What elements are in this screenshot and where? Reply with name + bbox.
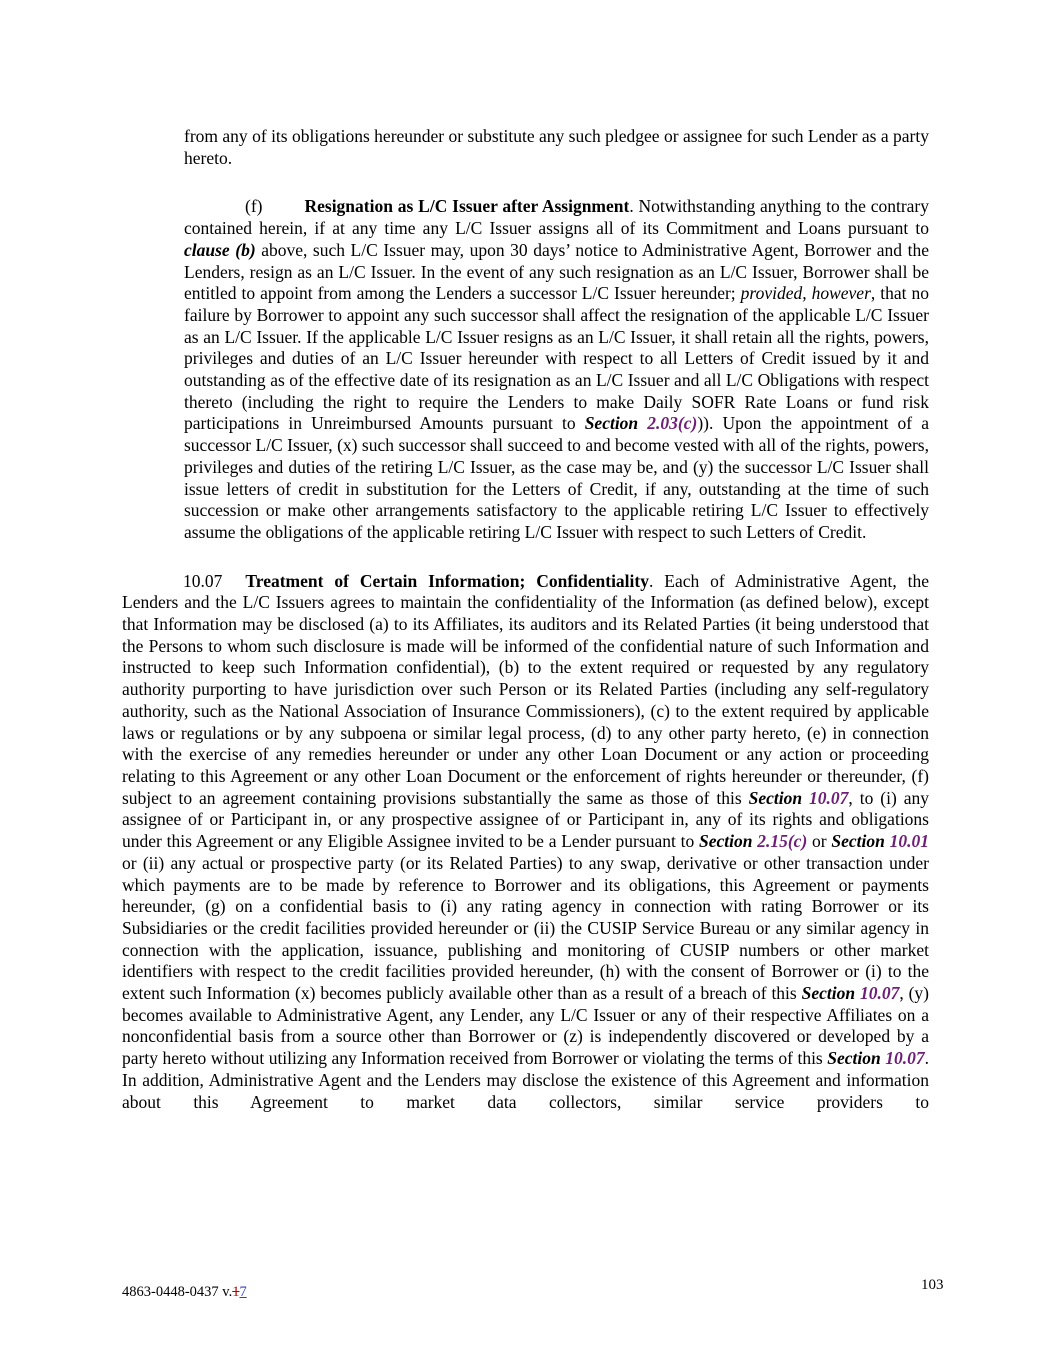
section-ref-link[interactable]: 10.07 [885, 1048, 925, 1069]
text-run: clause (b) [184, 239, 256, 260]
section-ref-link[interactable]: 10.07 [859, 983, 900, 1004]
text-run: Section [748, 787, 810, 808]
paragraph-10-07-confidentiality [122, 571, 929, 1114]
redline-inserted-char: 7 [239, 1284, 247, 1300]
text-run: Treatment of Certain Information; Confidentiality [245, 570, 649, 591]
text-run: provided, however [740, 283, 871, 304]
text-run: above, such L/C Issuer may, upon 30 days’ notice to Administrative Agent, Borrower and the Lenders, resign as an L/C Issuer. In the event of any such resignation as an L/C Issuer, Borrower shall be entitled to appoint from among the Lenders a successor L/C Issuer hereunder; [184, 239, 929, 304]
text-run: Section [698, 831, 758, 852]
text-run: , that no failure by Borrower to appoint any such successor shall affect the resignation of the applicable L/C Issuer as an L/C Issuer. If the applicable L/C Issuer resigns as an L/C Issuer, it shall retain all the rights, powers, privileges and duties of an L/C Issuer hereunder with respect to all Letters of Credit issued by it and outstanding as of the effective date of its resignation as an L/C Issuer and all L/C Obligations with respect thereto (including the right to require the Lenders to make Daily SOFR Rate Loans or fund risk participations in Unreimbursed Amounts pursuant to [184, 283, 929, 434]
text-run: . Each of Administrative Agent, the Lenders and the L/C Issuers agrees to maintain the confidentiality of the Information (as defined below), except that Information may be disclosed (a) to its Affiliates, its auditors and its Related Parties (it being understood that the Persons to whom such disclosure is made will be informed of the confidential nature of such Information and instructed to keep such Information confidential), (b) to the extent required or requested by any regulatory authority purporting to have jurisdiction over such Person or its Related Parties (including any self-regulatory authority, such as the National Association of Insurance Commissioners), (c) to the extent required by applicable laws or regulations or by any subpoena or similar legal process, (d) to any other party hereto, (e) in connection with the exercise of any remedies hereunder or under any other Loan Document or any action or proceeding relating to this Agreement or any other Loan Document or the enforcement of rights hereunder or thereunder, (f) subject to an agreement containing provisions substantially the same as those of this [122, 570, 929, 808]
section-ref-link[interactable]: 2.15(c) [757, 831, 808, 852]
text-run: or (ii) any actual or prospective party (or its Related Parties) to any swap, derivative or other transaction under which payments are to be made by reference to Borrower and its obligations, this Agreement or payments hereunder, (g) on a confidential basis to (i) any rating agency in connection with rating Borrower or its Subsidiaries or the credit facilities provided hereunder or (ii) the CUSIP Service Bureau or any similar agency in connection with the application, issuance, publishing and monitoring of CUSIP numbers or other market identifiers with respect to the credit facilities provided hereunder, (h) with the consent of Borrower or (i) to the extent such Information (x) becomes publicly available other than as a result of a breach of this [122, 852, 929, 1004]
paragraph-continuation [184, 126, 929, 169]
document-control-number [122, 1284, 247, 1301]
text-run: Section [831, 831, 890, 852]
text-run: Resignation as L/C Issuer after Assignment [304, 196, 630, 217]
text-run: 10.07 [183, 570, 223, 591]
text-run: . Notwithstanding anything to the contrary contained herein, if at any time any L/C Issuer assigns all of its Commitment and Loans pursuant to [184, 196, 930, 239]
section-ref-link[interactable]: 10.07 [809, 787, 849, 808]
redline-deleted-char: 1 [232, 1284, 240, 1300]
text-run: , (y) becomes available to Administrative Agent, any Lender, any L/C Issuer or any of their respective Affiliates on a nonconfidential basis from a source other than Borrower or (z) is independently discovered or developed by a party hereto without utilizing any Information received from Borrower or violating the terms of this [122, 983, 930, 1069]
section-ref-link[interactable]: 2.03(c) [647, 413, 698, 434]
paragraph-f-resignation-as-lc-issuer [184, 196, 929, 543]
text-run: from any of its obligations hereunder or substitute any such pledgee or assignee for such Lender as a party hereto. [184, 126, 929, 168]
doc-number-text: 4863-0448-0437 v. [122, 1284, 233, 1300]
text-run: )). Upon the appointment of a successor L/C Issuer, (x) such successor shall succeed to and become vested with all of the rights, powers, privileges and duties of the retiring L/C Issuer, as the case may be, and (y) the successor L/C Issuer shall issue letters of credit in substitution for the Letters of Credit, if any, outstanding at the time of such succession or make other arrangements satisfactory to the applicable retiring L/C Issuer to effectively assume the obligations of the applicable retiring L/C Issuer with respect to such Letters of Credit. [184, 413, 929, 542]
text-run: (f) [245, 196, 263, 217]
text-run: Section [801, 983, 860, 1004]
text-run: Section [584, 413, 648, 434]
text-run: . In addition, Administrative Agent and the Lenders may disclose the existence of this Agreement and information about this Agreement to market data collectors, similar service providers to [122, 1048, 929, 1112]
text-run: , to (i) any assignee of or Participant in, or any prospective assignee of or Participant in, any of its rights and obligations under this Agreement or any Eligible Assignee invited to be a Lender pursuant to [122, 787, 929, 852]
page-number: 103 [921, 1277, 944, 1293]
section-ref-link[interactable]: 10.01 [889, 831, 930, 852]
text-run: Section [827, 1048, 886, 1069]
text-run: or [807, 831, 832, 852]
